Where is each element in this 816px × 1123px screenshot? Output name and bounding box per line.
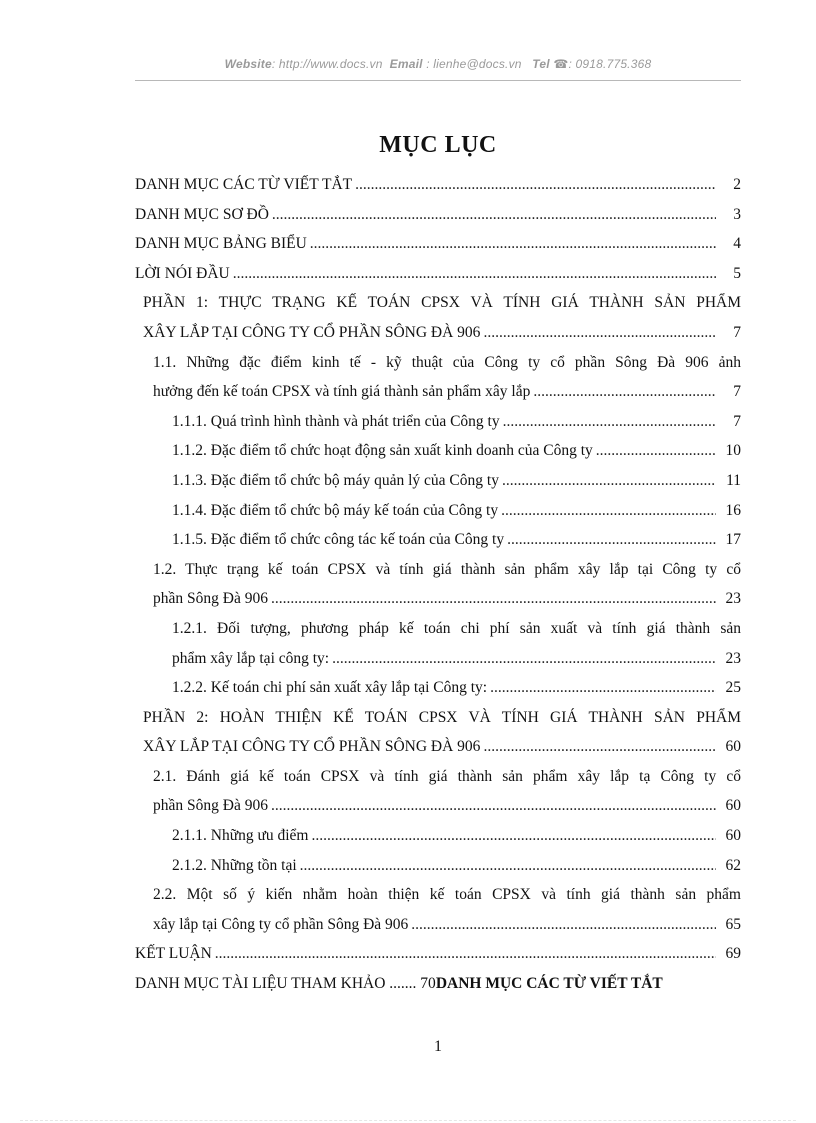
toc-entry-text: KẾT LUẬN: [135, 945, 212, 963]
toc-page-number: 25: [725, 679, 741, 697]
toc-page-number: 7: [733, 383, 741, 401]
toc-entry-line: 2.1. Đánh giá kế toán CPSX và tính giá thành sản phẩm xây lắp tạ Công ty cổ: [153, 767, 741, 785]
email-value: : lienhe@docs.vn: [426, 57, 522, 71]
toc-entry[interactable]: [135, 496, 741, 526]
toc-page-number: 2: [733, 176, 741, 193]
dot-leader: [483, 732, 716, 762]
toc-entry-text: 1.1.1. Quá trình hình thành và phát triển của Công ty: [172, 412, 500, 430]
dot-leader: [271, 791, 716, 821]
toc-entry-text: 1.1.5. Đặc điểm tổ chức công tác kế toán của Công ty: [172, 531, 505, 549]
dot-leader: [332, 644, 716, 674]
toc-entry[interactable]: [135, 762, 741, 821]
dot-leader: [310, 229, 716, 259]
toc-entry-text: XÂY LẮP TẠI CÔNG TY CỔ PHẦN SÔNG ĐÀ 906: [143, 323, 481, 341]
dot-leader: [271, 584, 716, 614]
footer-divider: [20, 1120, 796, 1121]
toc-page-number: 11: [726, 471, 741, 489]
dot-leader: [272, 200, 716, 230]
dot-leader: [215, 939, 716, 969]
toc-entry[interactable]: [135, 229, 741, 259]
toc-page-number: 62: [725, 856, 741, 874]
toc-page-number: 23: [725, 590, 741, 608]
dot-leader: [507, 525, 716, 555]
toc-entry-text: phẩm xây lắp tại công ty:: [172, 649, 330, 667]
toc-entry[interactable]: [135, 288, 741, 347]
toc-entry[interactable]: [135, 880, 741, 939]
tel-label: Tel: [532, 57, 550, 71]
toc-entry-text: 1.1.4. Đặc điểm tổ chức bộ máy kế toán của Công ty: [172, 501, 499, 519]
toc-entry[interactable]: [135, 436, 741, 466]
toc-entry[interactable]: [135, 525, 741, 555]
toc-entry-text: 1.1.3. Đặc điểm tổ chức bộ máy quản lý của Công ty: [172, 471, 499, 489]
toc-page-number: 10: [725, 442, 741, 460]
toc-entry-text: DANH MỤC SƠ ĐỒ: [135, 205, 269, 223]
dot-leader: [411, 910, 716, 940]
toc-entry[interactable]: [135, 170, 741, 200]
toc-trailing-heading: DANH MỤC CÁC TỪ VIẾT TẮT: [435, 975, 663, 993]
toc-page-number: 4: [733, 235, 741, 253]
toc-entry-text: 2.1.1. Những ưu điểm: [172, 827, 309, 845]
toc-entry-text: phần Sông Đà 906: [153, 797, 268, 815]
page-title: MỤC LỤC: [379, 132, 497, 158]
toc-entry-line: 1.2.1. Đối tượng, phương pháp kế toán chi phí sản xuất và tính giá thành sản: [172, 619, 741, 637]
toc-page-number: 7: [733, 323, 741, 341]
header-divider: [135, 80, 741, 81]
email-label: Email: [389, 57, 423, 71]
toc-entry[interactable]: [135, 673, 741, 703]
dot-leader: [233, 259, 716, 289]
toc-entry[interactable]: [135, 200, 741, 230]
table-of-contents: [135, 170, 741, 999]
dot-leader: [483, 318, 716, 348]
toc-entry-text: DANH MỤC CÁC TỪ VIẾT TẮT: [135, 176, 353, 193]
dot-leader: [533, 377, 716, 407]
toc-entry-line: 1.2. Thực trạng kế toán CPSX và tính giá thành sản phẩm xây lắp tại Công ty cổ: [153, 560, 741, 578]
toc-entry-text: 2.1.2. Những tồn tại: [172, 856, 297, 874]
toc-page-number: 3: [733, 205, 741, 223]
dot-leader: [503, 407, 716, 437]
dot-leader: [312, 821, 717, 851]
dot-leader: [501, 496, 716, 526]
toc-entry-text: 1.1.2. Đặc điểm tổ chức hoạt động sản xuất kinh doanh của Công ty: [172, 442, 593, 460]
toc-entry-text: DANH MỤC BẢNG BIỂU: [135, 235, 307, 253]
dot-leader: [300, 851, 716, 881]
toc-page-number: 60: [725, 827, 741, 845]
toc-page-number: 17: [725, 531, 741, 549]
toc-page-number: 69: [725, 945, 741, 963]
toc-page-number: 60: [725, 738, 741, 756]
toc-entry[interactable]: [135, 407, 741, 437]
toc-entry[interactable]: [135, 466, 741, 496]
toc-entry-text: 1.2.2. Kế toán chi phí sản xuất xây lắp tại Công ty:: [172, 679, 488, 697]
toc-entry-line: PHẦN 1: THỰC TRẠNG KẾ TOÁN CPSX VÀ TÍNH GIÁ THÀNH SẢN PHẨM: [143, 294, 741, 312]
toc-page-number: 7: [733, 412, 741, 430]
toc-entry[interactable]: [135, 821, 741, 851]
toc-entry[interactable]: [135, 348, 741, 407]
toc-entry-line: 2.2. Một số ý kiến nhằm hoàn thiện kế toán CPSX và tính giá thành sản phẩm: [153, 886, 741, 904]
website-label: Website: [224, 57, 272, 71]
toc-page-number: 65: [725, 915, 741, 933]
toc-page-number: 23: [725, 649, 741, 667]
toc-entry[interactable]: [135, 614, 741, 673]
toc-entry-text: LỜI NÓI ĐẦU: [135, 264, 230, 282]
dot-leader: [490, 673, 716, 703]
tel-value: : 0918.775.368: [568, 57, 652, 71]
toc-page-number: 16: [725, 501, 741, 519]
toc-entry[interactable]: [135, 939, 741, 969]
toc-entry[interactable]: [135, 851, 741, 881]
toc-entry-line: PHẦN 2: HOÀN THIỆN KẾ TOÁN CPSX VÀ TÍNH GIÁ THÀNH SẢN PHẨM: [143, 708, 741, 726]
toc-entry-text: XÂY LẮP TẠI CÔNG TY CỔ PHẦN SÔNG ĐÀ 906: [143, 738, 481, 756]
toc-entry-line: 1.1. Những đặc điểm kinh tế - kỹ thuật của Công ty cổ phần Sông Đà 906 ảnh: [153, 353, 741, 371]
toc-entry-text: hưởng đến kế toán CPSX và tính giá thành sản phẩm xây lắp: [153, 383, 531, 401]
toc-entry[interactable]: [135, 969, 741, 999]
dot-leader: [355, 170, 716, 200]
toc-entry[interactable]: [135, 555, 741, 614]
page-number: 1: [434, 1038, 442, 1055]
website-value: : http://www.docs.vn: [271, 57, 383, 71]
toc-entry-text: DANH MỤC TÀI LIỆU THAM KHẢO ....... 70: [135, 975, 436, 993]
toc-page-number: 60: [725, 797, 741, 815]
toc-entry-text: xây lắp tại Công ty cổ phần Sông Đà 906: [153, 915, 409, 933]
toc-entry[interactable]: [135, 259, 741, 289]
toc-entry-text: phần Sông Đà 906: [153, 590, 268, 608]
toc-page-number: 5: [733, 264, 741, 282]
document-header: [135, 57, 741, 71]
phone-icon: ☎: [553, 57, 569, 71]
dot-leader: [596, 436, 716, 466]
toc-entry[interactable]: [135, 703, 741, 762]
dot-leader: [502, 466, 716, 496]
